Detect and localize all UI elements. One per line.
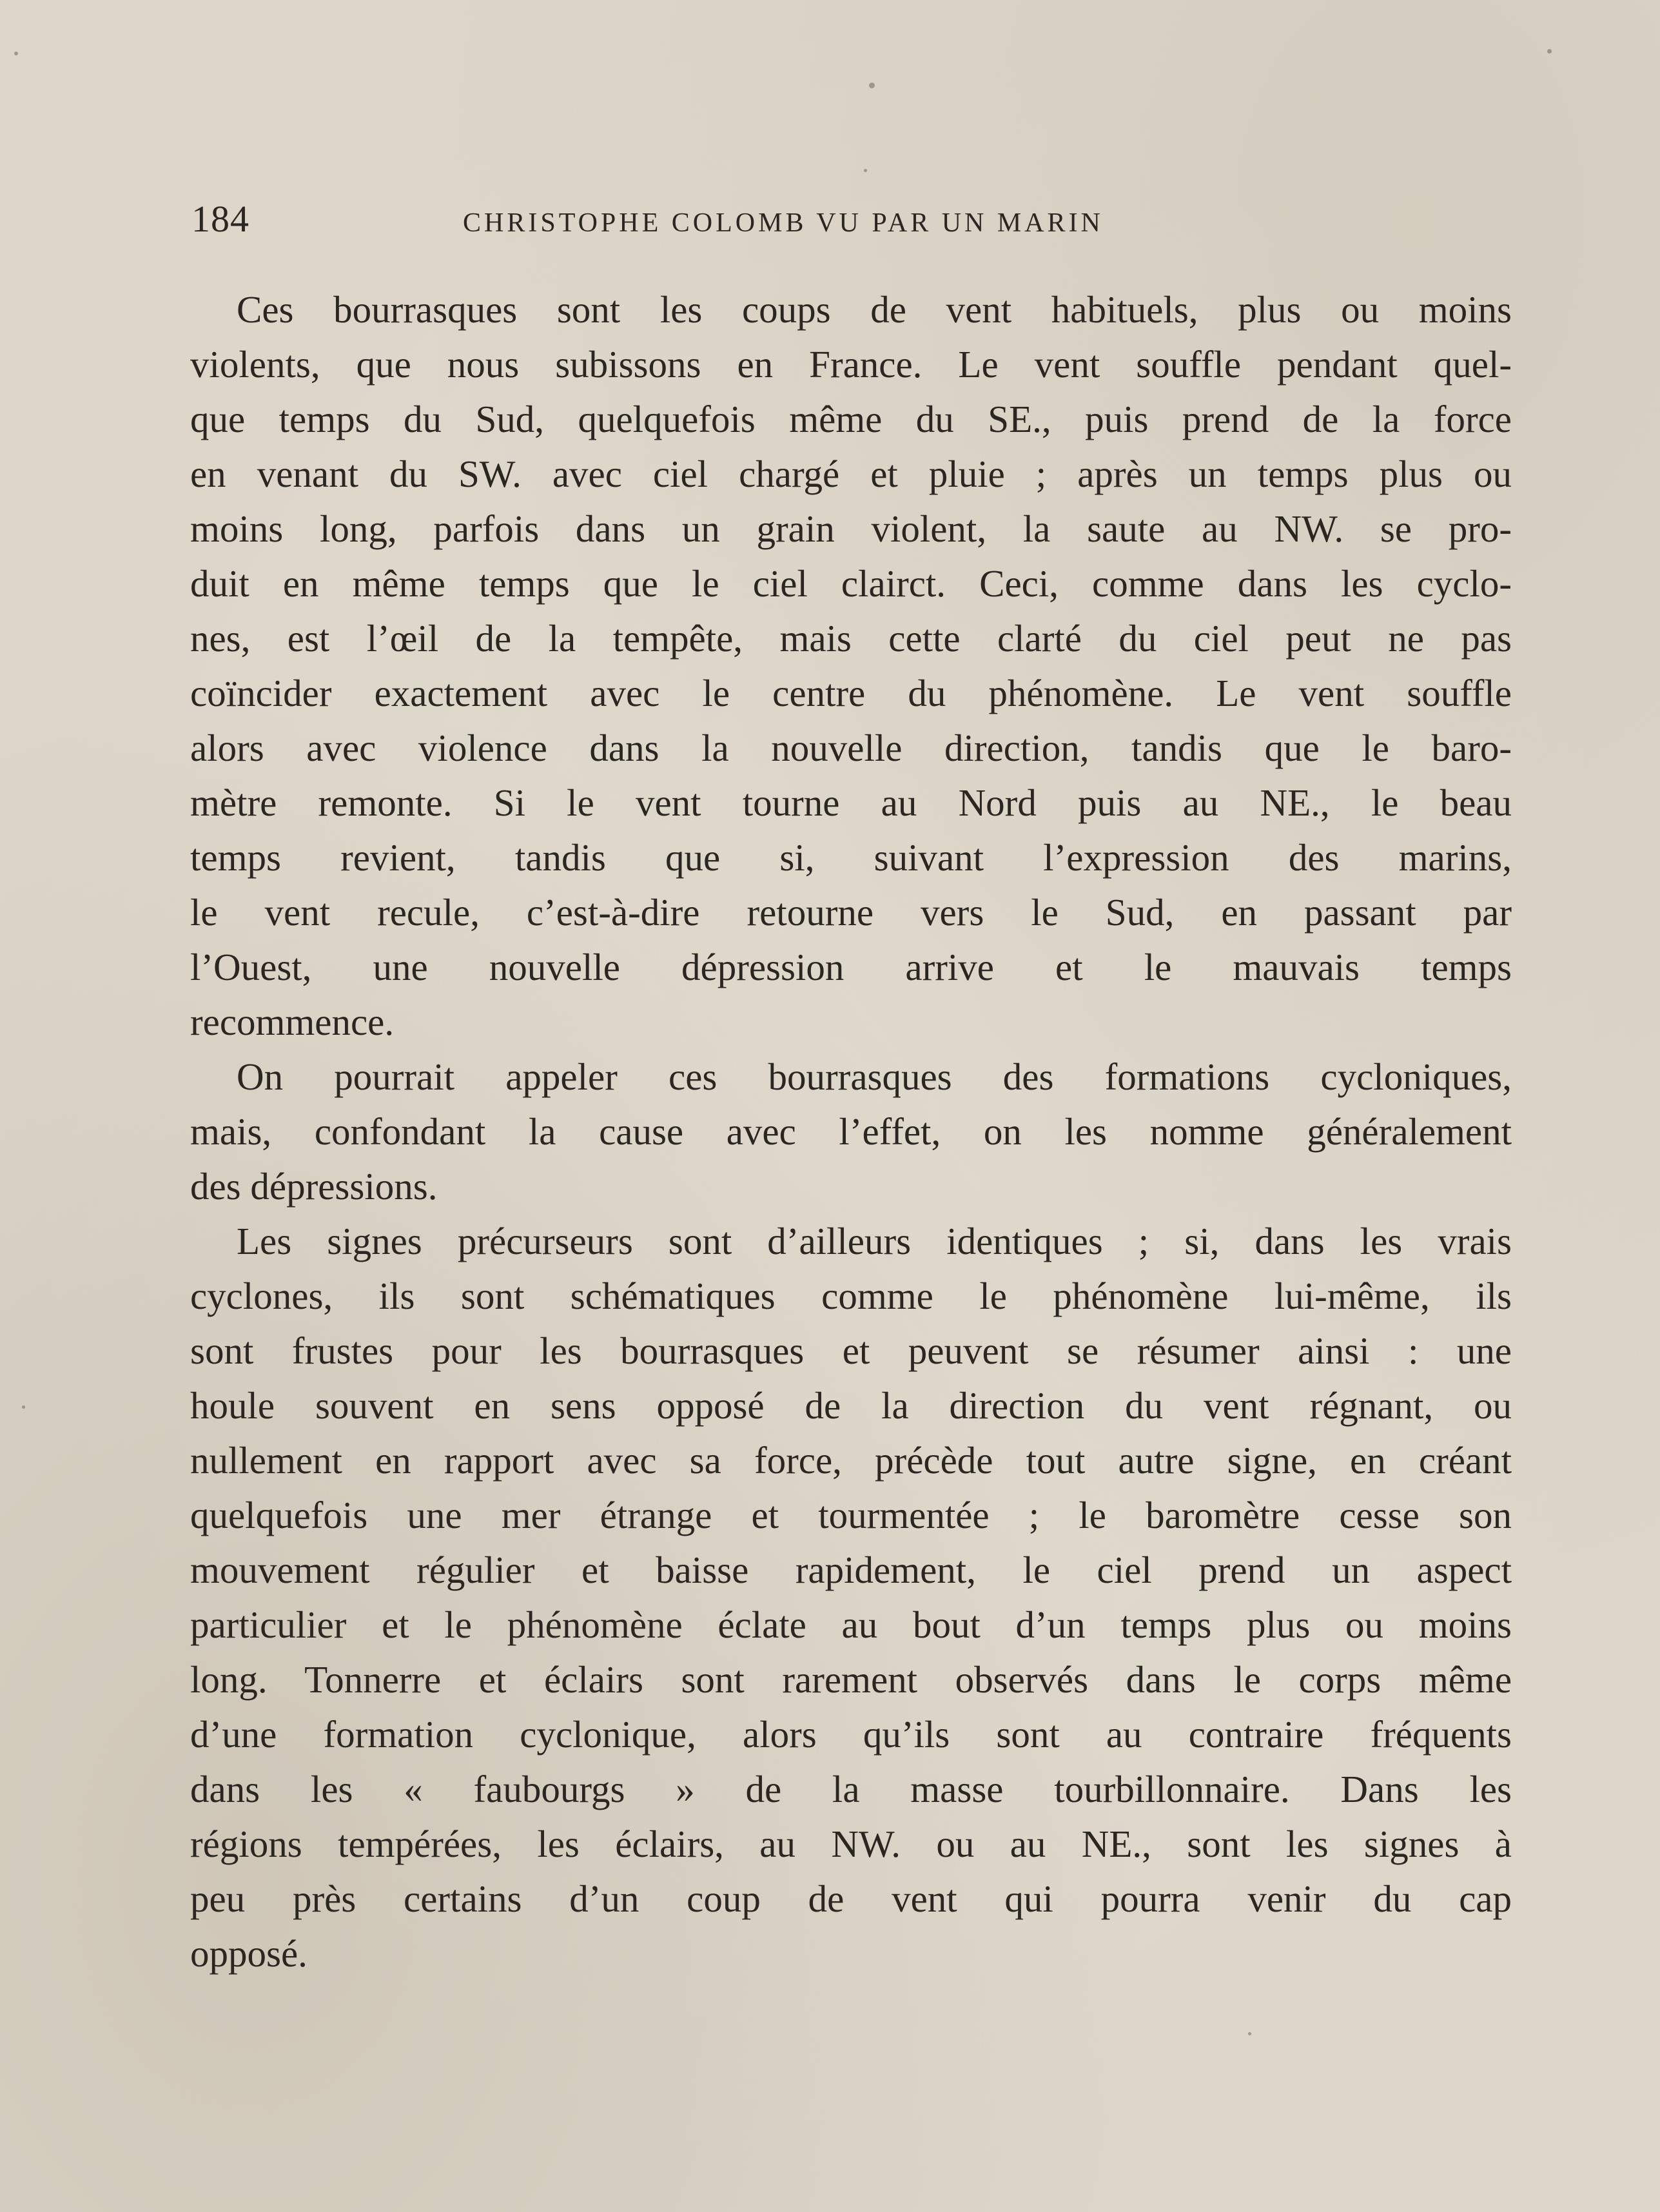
text-line: recommence. <box>190 1001 395 1043</box>
paper-speck <box>14 52 18 55</box>
text-line: nullement en rapport avec sa force, précède tout autre signe, en créant <box>190 1439 1512 1482</box>
paragraph-2 <box>190 1050 1512 1214</box>
text-line: duit en même temps que le ciel clairct. Ceci, comme dans les cyclo- <box>190 562 1512 605</box>
text-line: peu près certains d’un coup de vent qui pourra venir du cap <box>190 1877 1512 1920</box>
body-text <box>190 282 1512 1981</box>
text-line: nes, est l’œil de la tempête, mais cette clarté du ciel peut ne pas <box>190 617 1512 660</box>
text-line: régions tempérées, les éclairs, au NW. ou au NE., sont les signes à <box>190 1823 1512 1865</box>
text-line: mouvement régulier et baisse rapidement, le ciel prend un aspect <box>190 1549 1512 1591</box>
page-number: 184 <box>191 198 249 240</box>
text-line: l’Ouest, une nouvelle dépression arrive et le mauvais temps <box>190 946 1512 988</box>
text-line: sont frustes pour les bourrasques et peuvent se résumer ainsi : une <box>190 1329 1512 1372</box>
paper-speck <box>1248 2032 1251 2035</box>
paragraph-1 <box>190 282 1512 1050</box>
paper-speck <box>864 169 867 172</box>
text-line: long. Tonnerre et éclairs sont rarement observés dans le corps même <box>190 1658 1512 1701</box>
text-line: des dépressions. <box>190 1165 438 1208</box>
paper-speck <box>1547 49 1552 54</box>
text-line: coïncider exactement avec le centre du phénomène. Le vent souffle <box>190 672 1512 714</box>
text-line: alors avec violence dans la nouvelle direction, tandis que le baro- <box>190 727 1512 769</box>
paper-speck <box>869 83 875 88</box>
paper-speck <box>22 1405 25 1409</box>
paragraph-3 <box>190 1214 1512 1981</box>
text-line: opposé. <box>190 1932 308 1975</box>
text-line: d’une formation cyclonique, alors qu’ils sont au contraire fréquents <box>190 1713 1512 1756</box>
text-line: en venant du SW. avec ciel chargé et pluie ; après un temps plus ou <box>190 453 1512 495</box>
text-line: particulier et le phénomène éclate au bout d’un temps plus ou moins <box>190 1603 1512 1646</box>
text-line: On pourrait appeler ces bourrasques des formations cycloniques, <box>237 1055 1512 1098</box>
text-line: le vent recule, c’est-à-dire retourne vers le Sud, en passant par <box>190 891 1512 934</box>
text-line: cyclones, ils sont schématiques comme le phénomène lui-même, ils <box>190 1275 1512 1317</box>
text-line: violents, que nous subissons en France. Le vent souffle pendant quel- <box>190 343 1512 386</box>
text-line: mètre remonte. Si le vent tourne au Nord puis au NE., le beau <box>190 781 1512 824</box>
text-line: houle souvent en sens opposé de la direction du vent régnant, ou <box>190 1384 1512 1427</box>
text-line: quelquefois une mer étrange et tourmentée ; le baromètre cesse son <box>190 1494 1512 1536</box>
text-line: mais, confondant la cause avec l’effet, on les nomme généralement <box>190 1110 1512 1153</box>
text-line: dans les « faubourgs » de la masse tourbillonnaire. Dans les <box>190 1768 1512 1810</box>
text-line: que temps du Sud, quelquefois même du SE., puis prend de la force <box>190 398 1512 440</box>
running-title: CHRISTOPHE COLOMB VU PAR UN MARIN <box>463 208 1104 238</box>
text-line: Ces bourrasques sont les coups de vent habituels, plus ou moins <box>237 288 1512 331</box>
text-line: Les signes précurseurs sont d’ailleurs identiques ; si, dans les vrais <box>237 1220 1512 1262</box>
text-line: temps revient, tandis que si, suivant l’expression des marins, <box>190 836 1512 879</box>
text-line: moins long, parfois dans un grain violent, la saute au NW. se pro- <box>190 507 1512 550</box>
